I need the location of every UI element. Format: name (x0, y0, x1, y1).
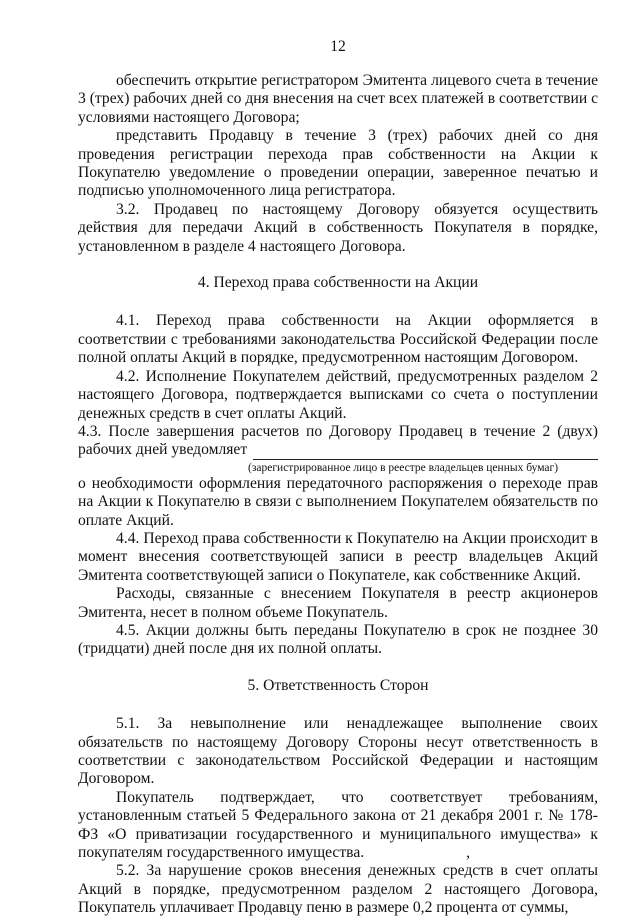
paragraph-5-2: 5.2. За нарушение сроков внесения денежных средств в счет оплаты Акций в порядке, предусмотренном разделом 2 настоящего Договора, Покупатель уплачивает Продавцу пеню в размере 0,2 процента от суммы, (78, 862, 598, 917)
paragraph-3-2: 3.2. Продавец по настоящему Договору обязуется осуществить действия для передачи Акций в собственность Покупателя в порядке, установленном в разделе 4 настоящего Договора. (78, 200, 598, 255)
paragraph-4-4-expenses: Расходы, связанные с внесением Покупателя в реестр акционеров Эмитента, несет в полном объеме Покупатель. (78, 585, 598, 621)
page-number: 12 (330, 38, 346, 55)
paragraph-open-account: обеспечить открытие регистратором Эмитента лицевого счета в течение 3 (трех) рабочих дней со дня внесения на счет всех платежей в соответствии с условиями настоящего Договора; (78, 72, 598, 126)
paragraph-5-1: 5.1. За невыполнение или ненадлежащее выполнение своих обязательств по настоящему Договору Стороны несут ответственность в соответствии с законодательством Российской Федерации и настоящим Договором. (78, 715, 598, 788)
paragraph-4-3 (78, 423, 598, 530)
paragraph-5-1-buyer-confirms (78, 789, 598, 863)
recipient-field-caption: (зарегистрированное лицо в реестре владельцев ценных бумаг) (248, 461, 559, 474)
paragraph-4-3-rest: о необходимости оформления передаточного распоряжения о переходе прав на Акции к Покупателю в связи с выполнением Покупателем обязательств по оплате Акций. (78, 474, 598, 529)
paragraph-4-4: 4.4. Переход права собственности к Покупателю на Акции происходит в момент внесения соответствующей записи в реестр владельцев Акций Эмитента соответствующей записи о Покупателе, как собственнике Акций. (78, 529, 598, 584)
paragraph-4-1: 4.1. Переход права собственности на Акции оформляется в соответствии с требованиями законодательства Российской Федерации после полной оплаты Акций в порядке, предусмотренном настоящим Договором. (78, 312, 598, 367)
paragraph-4-3-line2: рабочих дней уведомляет (78, 441, 248, 459)
recipient-blank-field (253, 445, 598, 460)
paragraph-4-3-line1: 4.3. После завершения расчетов по Договору Продавец в течение 2 (двух) (78, 422, 598, 440)
paragraph-4-2: 4.2. Исполнение Покупателем действий, предусмотренных разделом 2 настоящего Договора, подтверждается выписками со счета о поступлении денежных средств в счет оплаты Акций. (78, 367, 598, 422)
stray-mark: , (466, 844, 471, 862)
paragraph-4-5: 4.5. Акции должны быть переданы Покупателю в срок не позднее 30 (тридцати) дней после дня их полной оплаты. (78, 621, 598, 658)
paragraph-notify-seller: представить Продавцу в течение 3 (трех) рабочих дней со дня проведения регистрации перехода прав собственности на Акции к Покупателю уведомление о проведении операции, заверенное печатью и подписью уполномоченного лица регистратора. (78, 127, 598, 200)
notice-recipient-row (78, 441, 598, 459)
document-page (78, 38, 598, 918)
section-4-heading: 4. Переход права собственности на Акции (197, 274, 479, 292)
section-5-heading: 5. Ответственность Сторон (247, 676, 429, 694)
paragraph-5-1-buyer-confirms-text: Покупатель подтверждает, что соответствует требованиям, установленным статьей 5 Федерального закона от 21 декабря 2001 г. № 178-ФЗ «О приватизации государственного и муниципального имущества» к покупателям государственного имущества. (78, 788, 598, 862)
